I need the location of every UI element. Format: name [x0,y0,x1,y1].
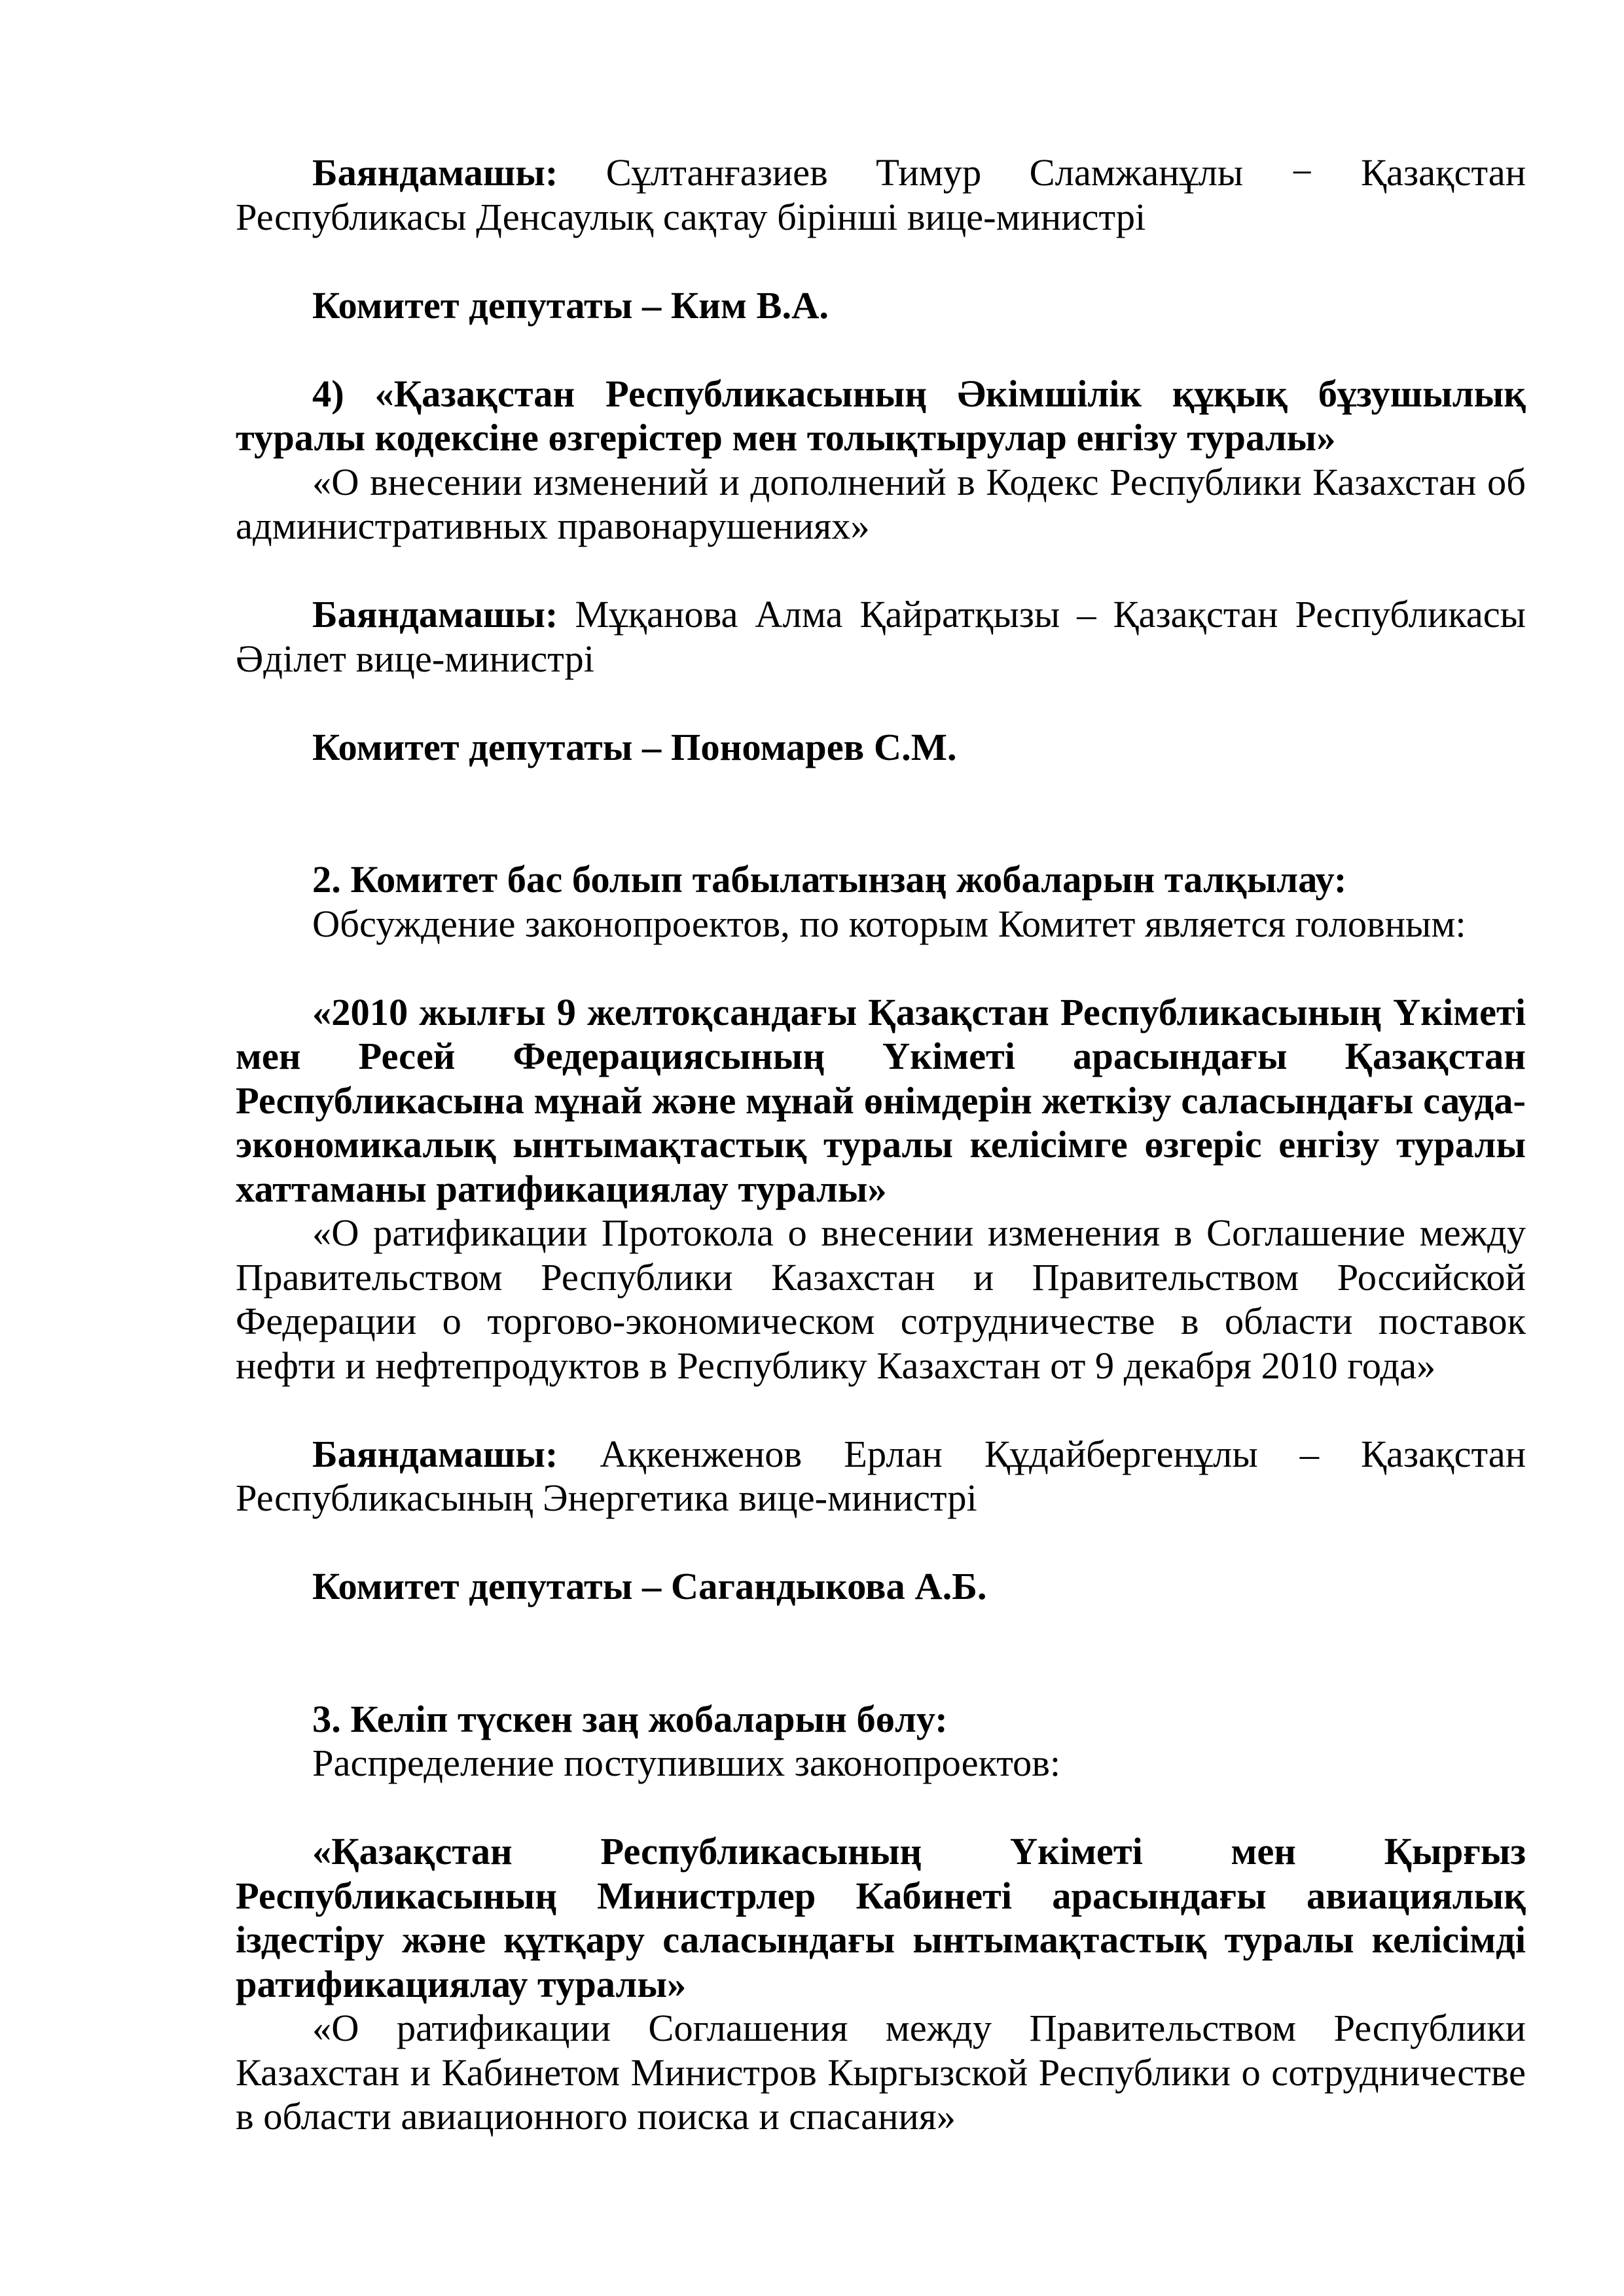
speaker-text: Сұлтанғазиев Тимур Сламжанұлы − Қазақстан Республикасы Денсаулық сақтау бірінші вице-министрі [236,151,1526,238]
bill-title-kz: «Қазақстан Республикасының Үкіметі мен Қырғыз Республикасының Министрлер Кабинеті арасындағы авиациялық іздестіру және құтқару саласындағы ынтымақтастық туралы келісімді ратификациялау туралы» [236,1830,1526,2005]
speaker-label: Баяндамашы: [312,151,558,194]
speaker-paragraph [236,592,1526,681]
committee-deputy: Комитет депутаты – Сагандыкова А.Б. [312,1565,987,1607]
speaker-text: Ақкенженов Ерлан Құдайбергенұлы – Қазақстан Республикасының Энергетика вице-министрі [236,1432,1526,1519]
document-page [236,151,1526,2139]
section-heading-ru: Распределение поступивших законопроектов: [312,1742,1061,1784]
speaker-paragraph [236,151,1526,239]
speaker-label: Баяндамашы: [312,593,558,636]
section-heading-kz: 3. Келіп түскен заң жобаларын бөлу: [312,1697,948,1740]
bill-title-ru: «О ратификации Соглашения между Правительством Республики Казахстан и Кабинетом Министров Кыргызской Республики о сотрудничестве в области авиационного поиска и спасания» [236,2007,1526,2138]
speaker-text: Мұқанова Алма Қайратқызы – Қазақстан Республикасы Әділет вице-министрі [236,593,1526,680]
section-heading-ru: Обсуждение законопроектов, по которым Комитет является головным: [312,902,1466,945]
committee-deputy: Комитет депутаты – Пономарев С.М. [312,725,957,768]
bill-title-ru: «О ратификации Протокола о внесении изменения в Соглашение между Правительством Республики Казахстан и Правительством Российской Федерации о торгово-экономическом сотрудничестве в области поставок нефти и нефтепродуктов в Республику Казахстан от 9 декабря 2010 года» [236,1211,1526,1387]
speaker-paragraph [236,1432,1526,1520]
section-heading-kz: 2. Комитет бас болып табылатынзаң жобаларын талқылау: [312,858,1347,901]
bill-title-kz: 4) «Қазақстан Республикасының Әкімшілік құқық бұзушылық туралы кодексіне өзгерістер мен толықтырулар енгізу туралы» [236,372,1526,459]
committee-deputy: Комитет депутаты – Ким В.А. [312,283,829,327]
bill-title-kz: «2010 жылғы 9 желтоқсандағы Қазақстан Республикасының Үкіметі мен Ресей Федерациясының Үкіметі арасындағы Қазақстан Республикасына мұнай және мұнай өнімдерін жеткізу саласындағы сауда-экономикалық ынтымақтастық туралы келісімге өзгеріс енгізу туралы хаттаманы ратификациялау туралы» [236,990,1526,1210]
speaker-label: Баяндамашы: [312,1432,558,1475]
bill-title-ru: «О внесении изменений и дополнений в Кодекс Республики Казахстан об административных правонарушениях» [236,460,1526,547]
